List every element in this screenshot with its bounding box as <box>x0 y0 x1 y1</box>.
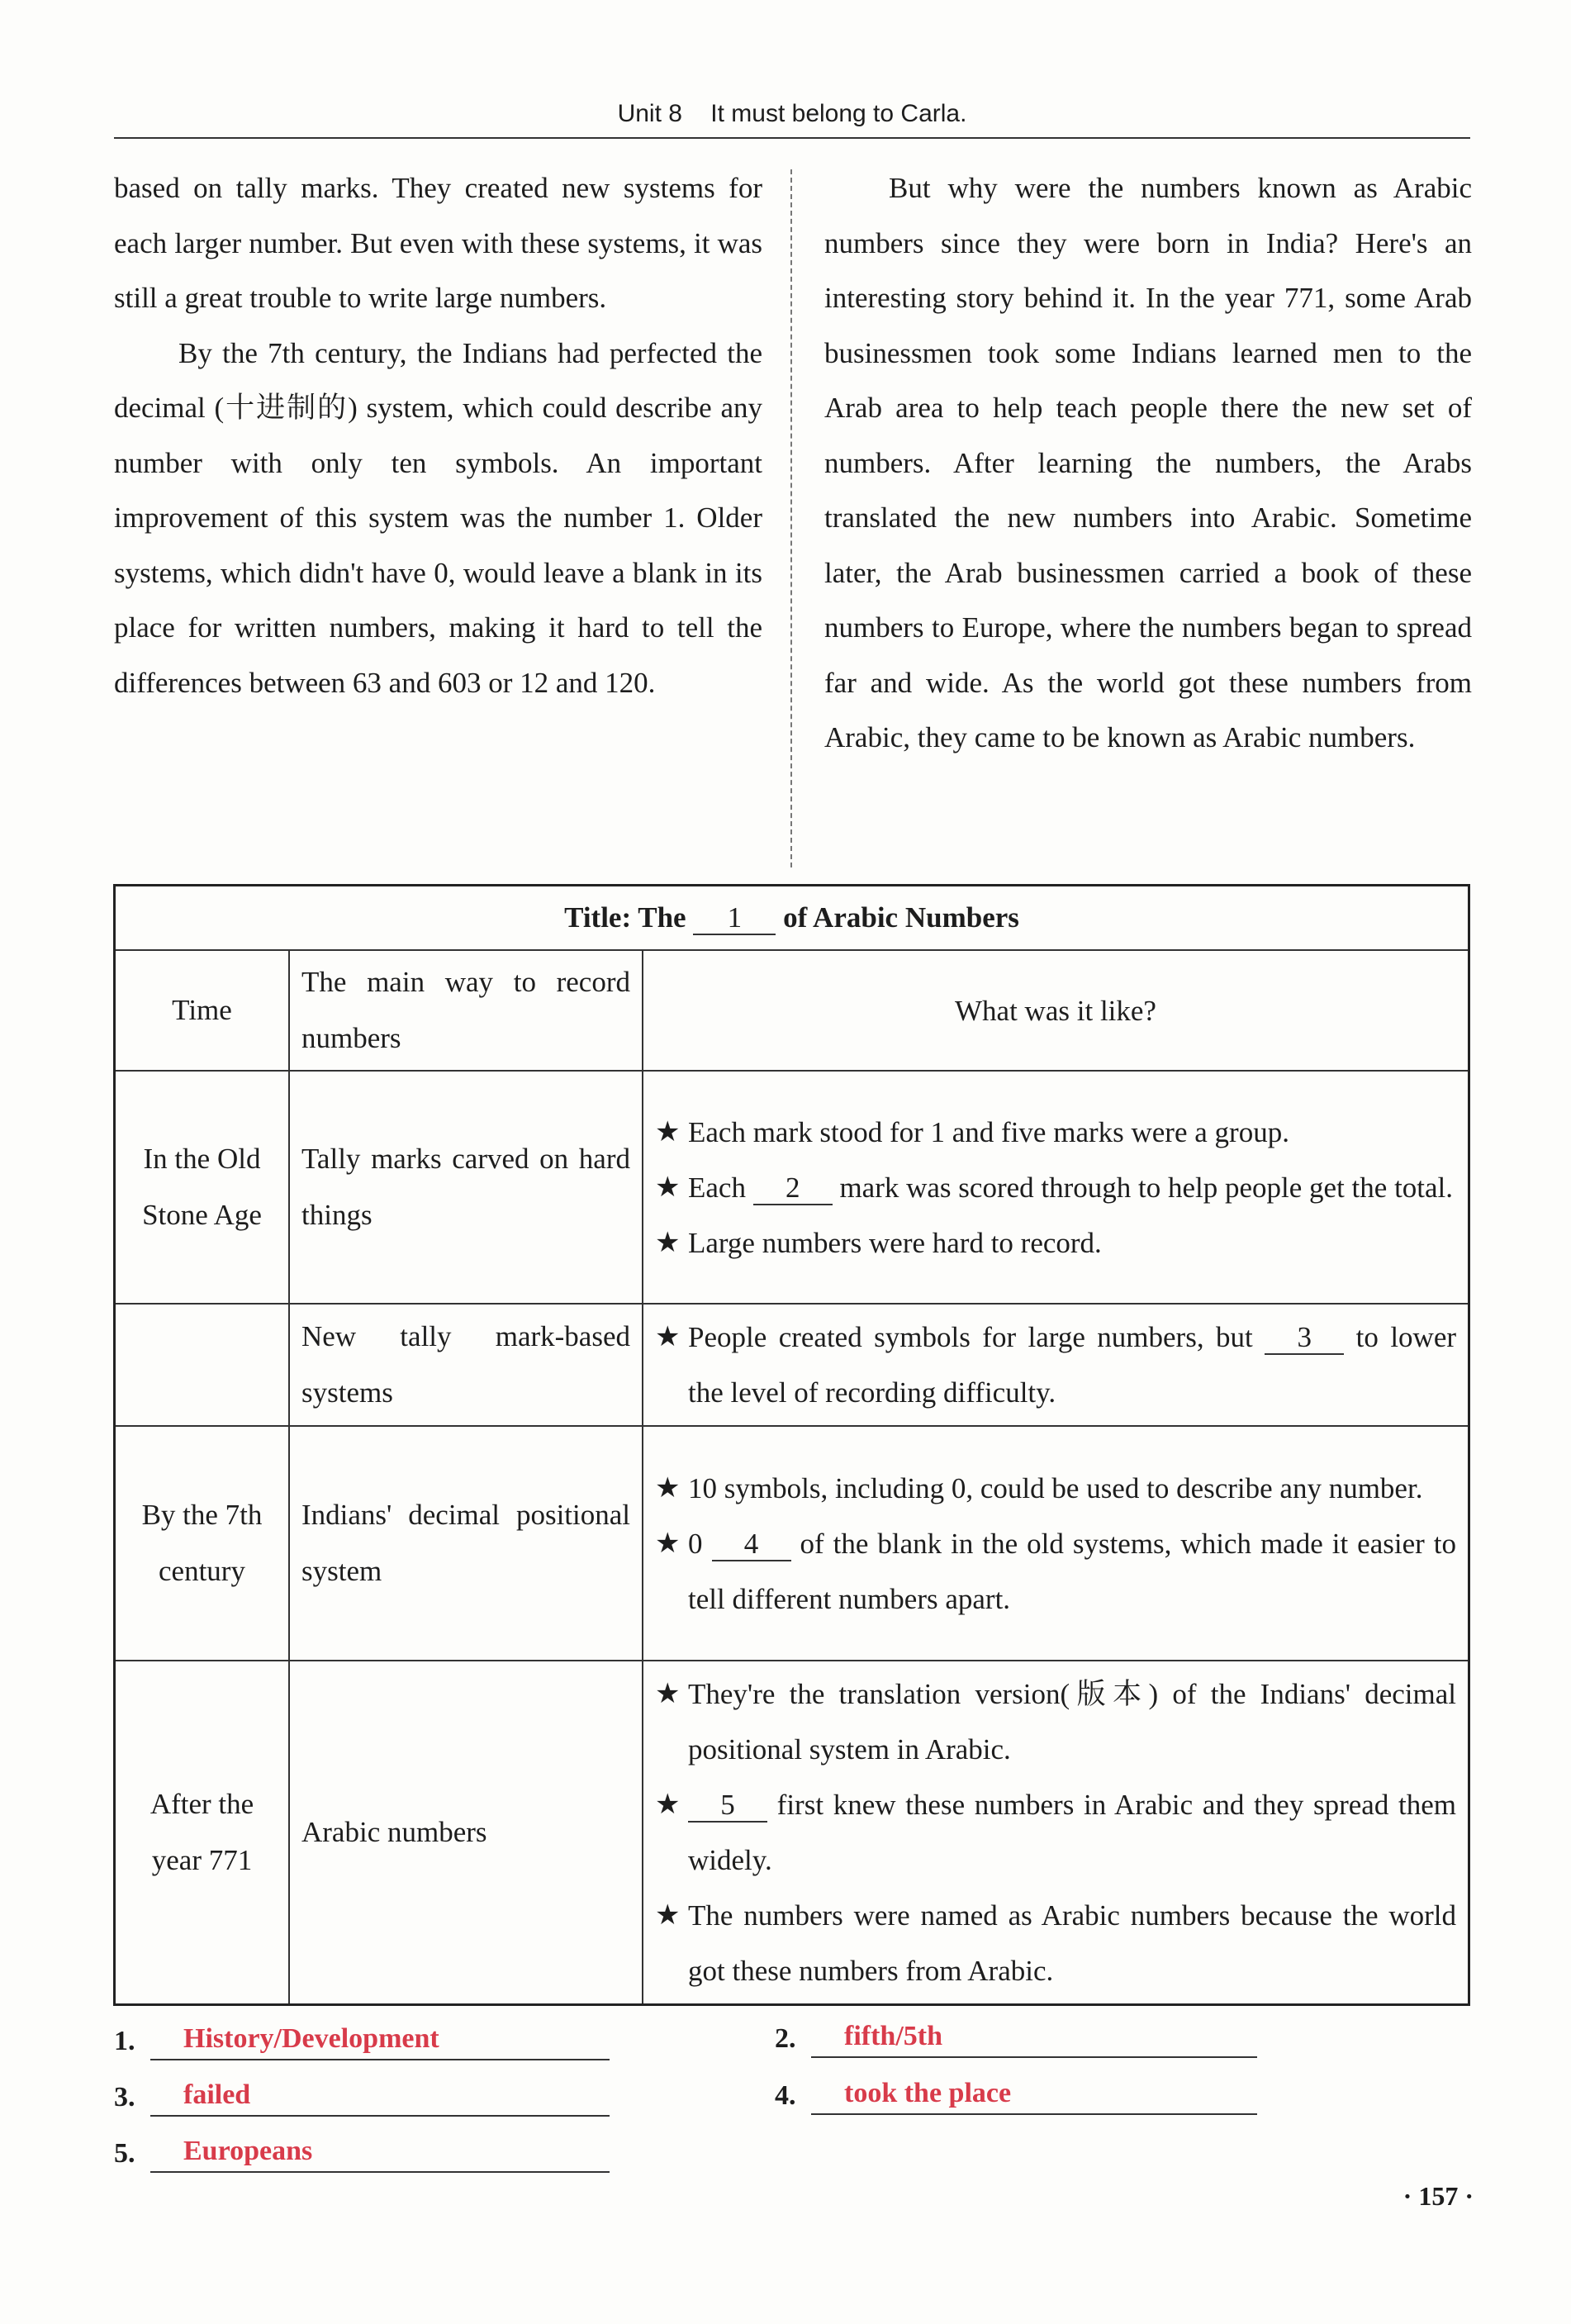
list-item: ★ Each mark stood for 1 and five marks were a group. <box>655 1105 1456 1160</box>
answer-item: 4. took the place <box>775 2070 1270 2115</box>
blank-3: 3 <box>1265 1322 1344 1355</box>
star-icon: ★ <box>655 1787 681 1821</box>
row-way: Tally marks carved on hard things <box>289 1071 643 1304</box>
row-details <box>643 1071 1469 1304</box>
answer-item: 3. failed <box>114 2072 610 2117</box>
list-item: ★ The numbers were named as Arabic numbers because the world got these numbers from Arabic. <box>655 1888 1456 1998</box>
table-header-row <box>115 950 1469 1071</box>
answer-text: History/Development <box>150 2019 610 2060</box>
list-item: ★ Large numbers were hard to record. <box>655 1215 1456 1271</box>
column-divider <box>790 169 792 867</box>
star-icon: ★ <box>655 1471 681 1504</box>
answer-item: 2. fifth/5th <box>775 2013 1270 2058</box>
paragraph: But why were the numbers known as Arabic numbers since they were born in India? Here's an interesting story behind it. In the year 771, some Arab businessmen took some Indians learned men to the Arab area to help teach people there the new set of numbers. After learning the numbers, the Arabs translated the new numbers into Arabic. Sometime later, the Arab businessmen carried a book of these numbers to Europe, where the numbers began to spread far and wide. As the world got these numbers from Arabic, they came to be known as Arabic numbers. <box>824 172 1472 753</box>
row-time: In the Old Stone Age <box>115 1071 290 1304</box>
answer-text: failed <box>150 2075 610 2117</box>
table-row <box>115 1426 1469 1661</box>
star-icon: ★ <box>655 1526 681 1560</box>
row-time: After the year 771 <box>115 1661 290 2004</box>
row-details <box>643 1426 1469 1661</box>
star-icon: ★ <box>655 1676 681 1710</box>
list-item: ★ Each 2 mark was scored through to help people get the total. <box>655 1160 1456 1215</box>
blank-1: 1 <box>693 902 776 935</box>
table-row <box>115 1071 1469 1304</box>
summary-table <box>113 884 1470 2006</box>
row-details <box>643 1304 1469 1426</box>
row-time: By the 7th century <box>115 1426 290 1661</box>
paragraph: By the 7th century, the Indians had perfected the decimal (十进制的) system, which could describe any number with only ten symbols. An important improvement of this system was the number 1. Older systems, which didn't have 0, would leave a blank in its place for written numbers, making it hard to tell the differences between 63 and 603 or 12 and 120. <box>114 336 762 699</box>
unit-label: Unit 8 <box>617 100 682 127</box>
row-time <box>115 1304 290 1426</box>
answer-text: Europeans <box>150 2132 610 2173</box>
answer-item: 5. Europeans <box>114 2128 610 2173</box>
table-title: Title: The 1 of Arabic Numbers <box>115 886 1469 951</box>
blank-2: 2 <box>753 1172 833 1205</box>
right-column <box>824 161 1472 766</box>
running-header <box>114 93 1470 139</box>
star-icon: ★ <box>655 1898 681 1932</box>
blank-5: 5 <box>688 1789 767 1823</box>
table-row <box>115 1304 1469 1426</box>
left-column <box>114 161 762 711</box>
header-way: The main way to record numbers <box>289 950 643 1071</box>
answer-key <box>114 2016 1353 2214</box>
unit-title: It must belong to Carla. <box>710 100 967 127</box>
list-item: ★ 0 4 of the blank in the old systems, which made it easier to tell different numbers apart. <box>655 1516 1456 1627</box>
list-item: ★ 5 first knew these numbers in Arabic and they spread them widely. <box>655 1777 1456 1888</box>
list-item: ★ They're the translation version(版本) of the Indians' decimal positional system in Arabic. <box>655 1666 1456 1777</box>
star-icon: ★ <box>655 1225 681 1259</box>
row-details <box>643 1661 1469 2004</box>
paragraph: based on tally marks. They created new systems for each larger number. But even with these systems, it was still a great trouble to write large numbers. <box>114 172 762 314</box>
header-time: Time <box>115 950 290 1071</box>
page-number: · 157 · <box>1403 2181 1474 2211</box>
row-way: Indians' decimal positional system <box>289 1426 643 1661</box>
row-way: New tally mark-based systems <box>289 1304 643 1426</box>
list-item: ★ People created symbols for large numbers, but 3 to lower the level of recording difficulty. <box>655 1309 1456 1420</box>
star-icon: ★ <box>655 1320 681 1353</box>
star-icon: ★ <box>655 1114 681 1148</box>
star-icon: ★ <box>655 1170 681 1204</box>
answer-text: took the place <box>811 2074 1257 2115</box>
table-row <box>115 1661 1469 2004</box>
row-way: Arabic numbers <box>289 1661 643 2004</box>
header-like: What was it like? <box>643 950 1469 1071</box>
answer-text: fifth/5th <box>811 2017 1257 2058</box>
blank-4: 4 <box>712 1528 791 1561</box>
list-item: ★ 10 symbols, including 0, could be used to describe any number. <box>655 1461 1456 1516</box>
answer-item: 1. History/Development <box>114 2016 610 2060</box>
